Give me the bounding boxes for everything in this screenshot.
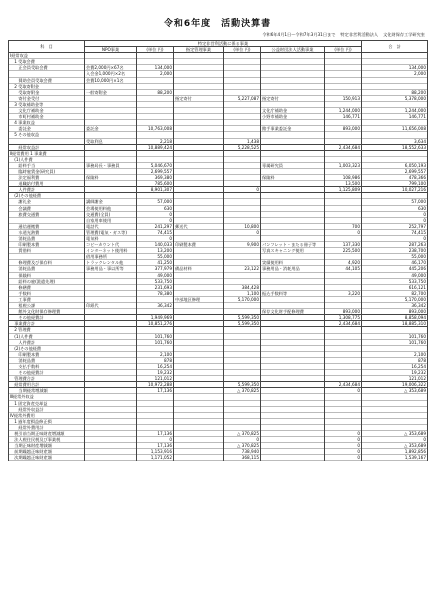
row-item-label: 前期繰越正味財産額 [9,449,85,455]
row-item-label: (1)人件費 [9,156,85,162]
amount-cell: 74,415 [137,229,174,235]
row-item-label: 租税公課 [9,303,85,309]
amount-cell: 146,771 [325,114,362,120]
row-item-label: 事業費合計 [9,321,85,327]
amount-cell: 1,125,809 [325,187,362,193]
amount-cell: 0 [224,229,261,235]
amount-cell: △ 370,825 [224,388,261,394]
note-cell: 入会金1,000円×2名 [85,71,137,77]
row-item-label: 消耗品費 [9,236,85,242]
row-item-label: 旅費交通費 [9,211,85,217]
col-header: (単位 円) [224,47,261,53]
amount-cell: 2,100 [362,351,428,357]
col-header: (単位 円) [325,47,362,53]
row-item-label: 給料手当 [9,162,85,168]
amount-cell: 10,800 [224,223,261,229]
amount-cell: 88,200 [362,89,428,95]
row-item-label: 文化庁補助金 [9,108,85,114]
col-header: 公益財団法人活動事業 [261,47,325,53]
amount-cell: 108,986 [325,175,362,181]
row-item-label: 1 過年度損益修正損 [9,418,85,424]
amount-cell: 0 [137,211,174,217]
amount-cell: 17,136 [137,431,174,437]
amount-cell: 134,000 [137,65,174,71]
amount-cell: 0 [224,187,261,193]
row-item-label: 保険料 [9,272,85,278]
amount-cell: 893,000 [325,309,362,315]
amount-cell: 738,940 [224,449,261,455]
amount-cell: 3,220 [325,290,362,296]
amount-cell: 17,136 [137,443,174,449]
amount-cell: 616,121 [362,284,428,290]
row-item-label: (2)その他経費 [9,193,85,199]
note-cell: 委託金 [85,126,137,132]
amount-cell: 10,763,008 [137,126,174,132]
amount-cell: 36,342 [362,303,428,309]
total-header: 合 計 [362,41,428,53]
amount-cell: 88,200 [137,89,174,95]
amount-cell: 1,153,916 [137,449,174,455]
amount-cell: 10,027,216 [362,187,428,193]
amount-cell: 252,797 [362,223,428,229]
row-item-label: 人件費計 [9,339,85,345]
amount-cell: 10,851,276 [137,321,174,327]
amount-cell: 46,170 [362,260,428,266]
row-item-label: 印刷製本費 [9,242,85,248]
note-cell: 備品材料 [174,266,224,272]
amount-cell: 3,634 [362,138,428,144]
amount-cell: 16,254 [137,363,174,369]
amount-cell: 368,115 [224,455,261,461]
note-cell: 講師謝金 [85,199,137,205]
amount-cell: 140,033 [137,242,174,248]
row-item-label: 4 事業収益 [9,120,85,126]
amount-cell: 49,000 [137,272,174,278]
row-item-label: 市町村補助金 [9,114,85,120]
amount-cell: 1,438 [224,138,261,144]
note-cell: 会費10,000円×1名 [85,77,137,83]
amount-cell: 4,920 [325,260,362,266]
row-item-label: 通信運搬費 [9,223,85,229]
amount-cell: 878 [137,357,174,363]
row-item-label: 1 固定資産売却益 [9,400,85,406]
note-cell: 会場使用料他 [85,205,137,211]
row-item-label: 3 受取補助金等 [9,101,85,107]
amount-cell: △ 353,689 [362,431,428,437]
row-item-label: 人件費計 [9,187,85,193]
amount-cell: 0 [325,229,362,235]
row-item-label: 2 受取寄附金 [9,83,85,89]
row-item-label: 経常外収益計 [9,406,85,412]
note-cell: 会費2,000円×67名 [85,65,137,71]
row-item-label: 法定福利費 [9,175,85,181]
note-cell: 保存文化財手配修理費 [261,309,325,315]
note-cell: 事務局長・事務員 [85,162,137,168]
amount-cell: 0 [137,437,174,443]
amount-cell: 0 [224,437,261,443]
note-cell: パンフレット・またる冊子等 [261,242,325,248]
amount-cell: 5,599,350 [224,315,261,321]
amount-cell: 0 [325,455,362,461]
amount-cell: 533,750 [362,278,428,284]
amount-cell: 134,000 [362,65,428,71]
amount-cell: 13,500 [325,181,362,187]
amount-cell: 0 [325,443,362,449]
note-cell: 中部地区修理 [174,296,224,302]
amount-cell: 533,750 [137,278,174,284]
row-item-label: 寄付金受付 [9,95,85,101]
row-item-label: (2)その他経費 [9,345,85,351]
amount-cell: 238,700 [362,248,428,254]
note-cell: 管理費(電気・ガス等) [85,229,137,235]
note-cell: 保険料 [85,175,137,181]
amount-cell: 121,012 [362,376,428,382]
amount-cell: 5,599,350 [224,382,261,388]
amount-cell: 630 [362,205,428,211]
row-item-label: 管理費合計 [9,376,85,382]
amount-cell: 700 [325,223,362,229]
amount-cell: 287,263 [362,242,428,248]
col-header: (単位 円) [137,47,174,53]
row-item-label: (1)人件費 [9,333,85,339]
note-cell: 保険料 [261,175,325,181]
amount-cell: 23,122 [224,266,261,272]
amount-cell: 49,000 [362,272,428,278]
amount-cell: 55,000 [362,254,428,260]
amount-cell: 19,232 [137,370,174,376]
amount-cell: 878 [362,357,428,363]
amount-cell: 5,170,000 [224,296,261,302]
amount-cell: 10,972,288 [137,382,174,388]
amount-cell: 369,380 [137,175,174,181]
amount-cell: 0 [362,217,428,223]
amount-cell: 799,100 [362,181,428,187]
row-item-label: 1 受取会費 [9,59,85,65]
row-item-label: 工事費 [9,296,85,302]
row-item-label: 消耗品費 [9,266,85,272]
note-cell: 事務用品・消耗用品 [261,266,325,272]
document-title: 令和6年度 活動決算書 [163,19,272,29]
amount-cell: 74,415 [362,229,428,235]
amount-cell: 8,901,307 [137,187,174,193]
note-cell: 一般寄附金 [85,89,137,95]
amount-cell: 6,050,193 [362,162,428,168]
row-item-label: その他経費計 [9,315,85,321]
row-item-label: 印刷製本費 [9,351,85,357]
amount-cell: 13,200 [137,248,174,254]
amount-cell: 445,206 [362,266,428,272]
row-item-label: 修繕費 [9,284,85,290]
row-item-label: Ⅳ経常外費用 [9,412,85,418]
amount-cell: 630 [137,205,174,211]
row-item-label: 次期繰越正味財産額 [9,455,85,461]
amount-cell: 893,000 [325,126,362,132]
amount-cell: 377,979 [137,266,174,272]
note-cell [85,455,137,461]
amount-cell: 2,434,684 [325,321,362,327]
amount-cell: 2,100 [137,351,174,357]
note-cell: 借用事務所 [85,254,137,260]
note-cell: 指定寄付 [174,95,224,101]
note-cell: インターネット使用料 [85,248,137,254]
amount-cell: 0 [325,431,362,437]
amount-cell: △ 353,689 [362,443,428,449]
amount-cell: 78,380 [137,290,174,296]
group-header: 特定非営利活動に係る事業 [85,41,362,47]
note-cell: 写真スキャニング使用 [261,248,325,254]
amount-cell: 57,000 [362,199,428,205]
row-item-label: 法人税住民税及び事業税 [9,437,85,443]
row-item-label: 賃借料 [9,248,85,254]
amount-cell: 2,000 [137,71,174,77]
amount-cell: 5,046,670 [137,162,174,168]
amount-cell: 2,434,684 [325,382,362,388]
row-item-label: 経常外費用計 [9,424,85,430]
amount-cell: 241,297 [137,223,174,229]
amount-cell: 19,232 [362,370,428,376]
row-item-label: 給料の雇(派遣先理) [9,278,85,284]
row-item-label: 委託金 [9,126,85,132]
amount-cell: 231,693 [137,284,174,290]
amount-cell: 2,000 [362,71,428,77]
amount-cell: 57,000 [137,199,174,205]
note-cell [174,455,224,461]
amount-cell: 8,858,094 [362,315,428,321]
row-item-label: 5 その他収益 [9,132,85,138]
amount-cell: 9,900 [224,242,261,248]
row-item-label: 館外文化財保存修理費 [9,309,85,315]
amount-cell: 0 [362,236,428,242]
amount-cell: 55,000 [137,254,174,260]
note-cell: 郵送代 [174,223,224,229]
row-item-label: 2 管理費 [9,327,85,333]
amount-cell: 0 [325,388,362,394]
amount-cell: △ 353,689 [362,388,428,394]
amount-cell: 0 [362,211,428,217]
amount-cell: 1,308,775 [325,315,362,321]
note-cell: 電話代 [85,223,137,229]
amount-cell: 5,170,000 [362,296,428,302]
amount-cell: 101,760 [137,339,174,345]
amount-cell: 2,218 [137,138,174,144]
table-row [9,455,428,461]
amount-cell: 19,006,322 [362,382,428,388]
col-header: NPO事業 [85,47,137,53]
amount-cell: 101,760 [137,333,174,339]
amount-cell: 101,760 [362,339,428,345]
row-item-label: 経常収益計 [9,144,85,150]
amount-cell: 785,600 [137,181,174,187]
table-body [9,53,428,461]
amount-cell: 146,771 [362,114,428,120]
period-text: 令和6年4月1日～令和7年3月31日まで [262,32,336,37]
row-item-label: 正会員受取会費 [9,65,85,71]
amount-cell: 1,244,000 [325,108,362,114]
settlement-table [8,40,428,461]
amount-cell: 0 [137,217,174,223]
amount-cell: 0 [362,437,428,443]
amount-cell: 225,500 [325,248,362,254]
note-cell: 小野市補助金 [261,114,325,120]
amount-cell: 2,434,684 [325,144,362,150]
row-item-label: 当期正味財産増減額 [9,443,85,449]
amount-cell: 101,760 [362,333,428,339]
amount-cell: 121,012 [137,376,174,382]
note-cell [261,455,325,461]
note-cell: 自家用車使用 [85,217,137,223]
note-cell: 電気料 [85,236,137,242]
row-item-label: Ⅰ経常収益 [9,53,85,59]
amount-cell: 41,250 [137,260,174,266]
amount-cell: 10,889,424 [137,144,174,150]
row-item-label: 支払手数料 [9,363,85,369]
row-item-label: Ⅲ経常外収益 [9,394,85,400]
row-item-label: その他経費計 [9,370,85,376]
note-cell: トラックレンタル他 [85,260,137,266]
row-item-label: 修理費及び保存料 [9,260,85,266]
note-cell: 交通費(全員) [85,211,137,217]
note-cell: 振込手数料等 [261,290,325,296]
note-cell: 事務用品・事以所等 [85,266,137,272]
amount-cell: 36,342 [137,303,174,309]
amount-cell: 0 [325,449,362,455]
amount-cell: 1,892,856 [362,449,428,455]
row-item-label: 当期経常増減額 [9,388,85,394]
amount-cell: 5,599,350 [224,321,261,327]
amount-cell: 2,699,557 [137,168,174,174]
row-item-label: 手数料 [9,290,85,296]
row-item-label: 水道光熱費 [9,229,85,235]
note-cell: 専属研究員 [261,162,325,168]
note-cell: 印紙代 [85,303,137,309]
amount-cell: 16,254 [362,363,428,369]
row-item-label: 経常費用合計 [9,382,85,388]
amount-cell: 1,171,052 [137,455,174,461]
amount-cell: 1,100 [224,290,261,296]
amount-cell: 384,428 [224,284,261,290]
amount-cell: △ 370,825 [224,431,261,437]
amount-cell: 1,244,000 [362,108,428,114]
note-cell: コピーカウント代 [85,242,137,248]
amount-cell: 150,913 [325,95,362,101]
note-cell: 実績使用料 [261,260,325,266]
amount-cell: △ 370,825 [224,443,261,449]
note-cell: 印刷製本費 [174,242,224,248]
amount-cell: 44,105 [325,266,362,272]
row-item-label: 受取寄附金 [9,89,85,95]
org-type-text: 特定非営利活動法人 [340,32,379,37]
row-item-label: 会議費 [9,205,85,211]
note-cell: 館手事業委託金 [261,126,325,132]
row-item-label: 消耗品費 [9,357,85,363]
note-cell: 受取利息 [85,138,137,144]
item-header: 科 目 [9,41,85,53]
amount-cell: 5,228,525 [224,144,261,150]
document-subtitle [8,32,427,38]
row-item-label: Ⅱ経常費用 1 事業費 [9,150,85,156]
amount-cell: 11,656,008 [362,126,428,132]
row-item-label: 臨時雇賃金(研究員) [9,168,85,174]
org-name-text: 文化財保存工学研究室 [383,32,425,37]
amount-cell: 18,552,633 [362,144,428,150]
amount-cell: 2,699,557 [362,168,428,174]
amount-cell: 82,700 [362,290,428,296]
amount-cell: 0 [325,437,362,443]
amount-cell: 18,885,310 [362,321,428,327]
row-item-label: 賛助会員受取会費 [9,77,85,83]
amount-cell: 1,539,167 [362,455,428,461]
note-cell: 指定寄付 [261,95,325,101]
amount-cell: 137,330 [325,242,362,248]
amount-cell: 893,000 [362,309,428,315]
amount-cell: 1,949,969 [137,315,174,321]
col-header: 指定管理事業 [174,47,224,53]
amount-cell: 5,378,000 [362,95,428,101]
amount-cell: 17,136 [137,388,174,394]
amount-cell: 5,227,087 [224,95,261,101]
row-item-label: 謝礼金 [9,199,85,205]
note-cell: 文化庁補助金 [261,108,325,114]
header-group-row [9,41,428,47]
row-item-label: 税引前当期正味財産増減額 [9,431,85,437]
amount-cell: 0 [137,236,174,242]
amount-cell: 478,366 [362,175,428,181]
row-item-label: 退職給付費用 [9,181,85,187]
amount-cell: 1,003,323 [325,162,362,168]
